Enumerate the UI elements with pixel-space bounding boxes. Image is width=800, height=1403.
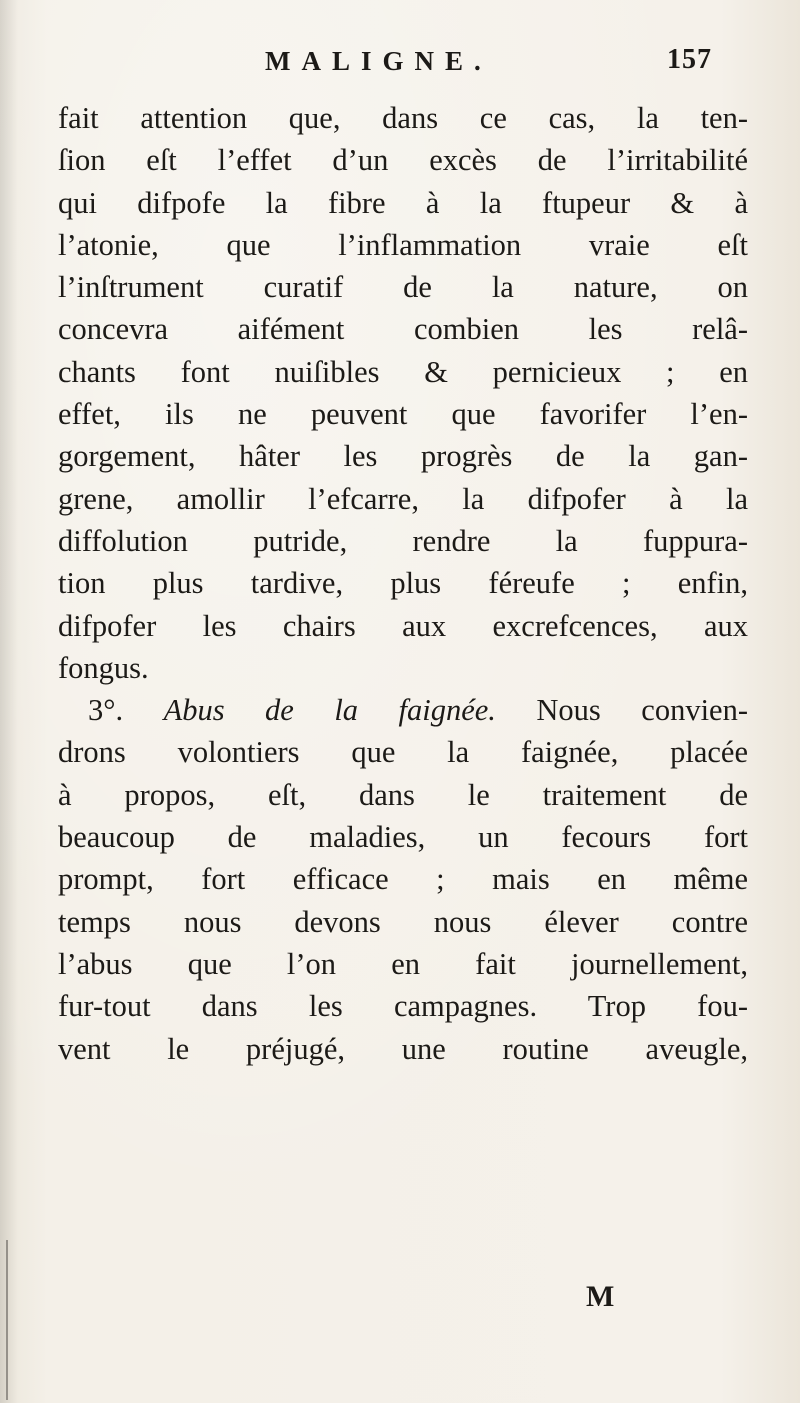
text-line: vent le préjugé, une routine aveugle,	[58, 1031, 748, 1066]
text-line: à propos, eſt, dans le traitement de	[58, 777, 748, 812]
text-line: temps nous devons nous élever contre	[58, 904, 748, 939]
text-line: grene, amollir l’efcarre, la difpofer à la	[58, 481, 748, 516]
text-line: fait attention que, dans ce cas, la ten-	[58, 101, 748, 135]
text-line: prompt, fort efficace ; mais en même	[58, 862, 748, 897]
catchword: M	[586, 1280, 615, 1313]
text-line: chants font nuiſibles & pernicieux ; en	[58, 354, 748, 389]
text-line: concevra aifément combien les relâ-	[58, 312, 748, 347]
text-line: l’abus que l’on en fait journellement,	[58, 946, 748, 981]
text-line: beaucoup de maladies, un fecours fort	[58, 820, 748, 855]
margin-rule	[6, 1240, 8, 1400]
text-line: l’atonie, que l’inflammation vraie eſt	[58, 227, 748, 262]
text-line: effet, ils ne peuvent que favorifer l’en-	[58, 397, 748, 432]
running-head: MALIGNE.	[265, 46, 492, 76]
text-line: tion plus tardive, plus féreufe ; enfin,	[58, 566, 748, 601]
section-first-line: Nous convien-	[536, 693, 748, 728]
page-header	[0, 38, 800, 88]
text-line: difpofer les chairs aux excrefcences, aux	[58, 608, 748, 643]
spine-shadow	[0, 0, 18, 1403]
page-number: 157	[667, 44, 712, 75]
text-line: fongus.	[58, 650, 149, 685]
body-text	[58, 97, 748, 1070]
text-line: fur-tout dans les campagnes. Trop fou-	[58, 989, 748, 1024]
text-line: qui difpofe la fibre à la ftupeur & à	[58, 185, 748, 220]
text-line: gorgement, hâter les progrès de la gan-	[58, 439, 748, 474]
text-line: ſion eſt l’effet d’un excès de l’irritabilité	[58, 143, 748, 178]
section-heading-line	[58, 689, 748, 731]
text-line: drons volontiers que la faignée, placée	[58, 735, 748, 770]
section-title: Abus de la faignée.	[163, 693, 496, 728]
text-line: l’inſtrument curatif de la nature, on	[58, 270, 748, 305]
text-line: diffolution putride, rendre la fuppura-	[58, 523, 748, 558]
section-number: 3°.	[88, 693, 124, 728]
